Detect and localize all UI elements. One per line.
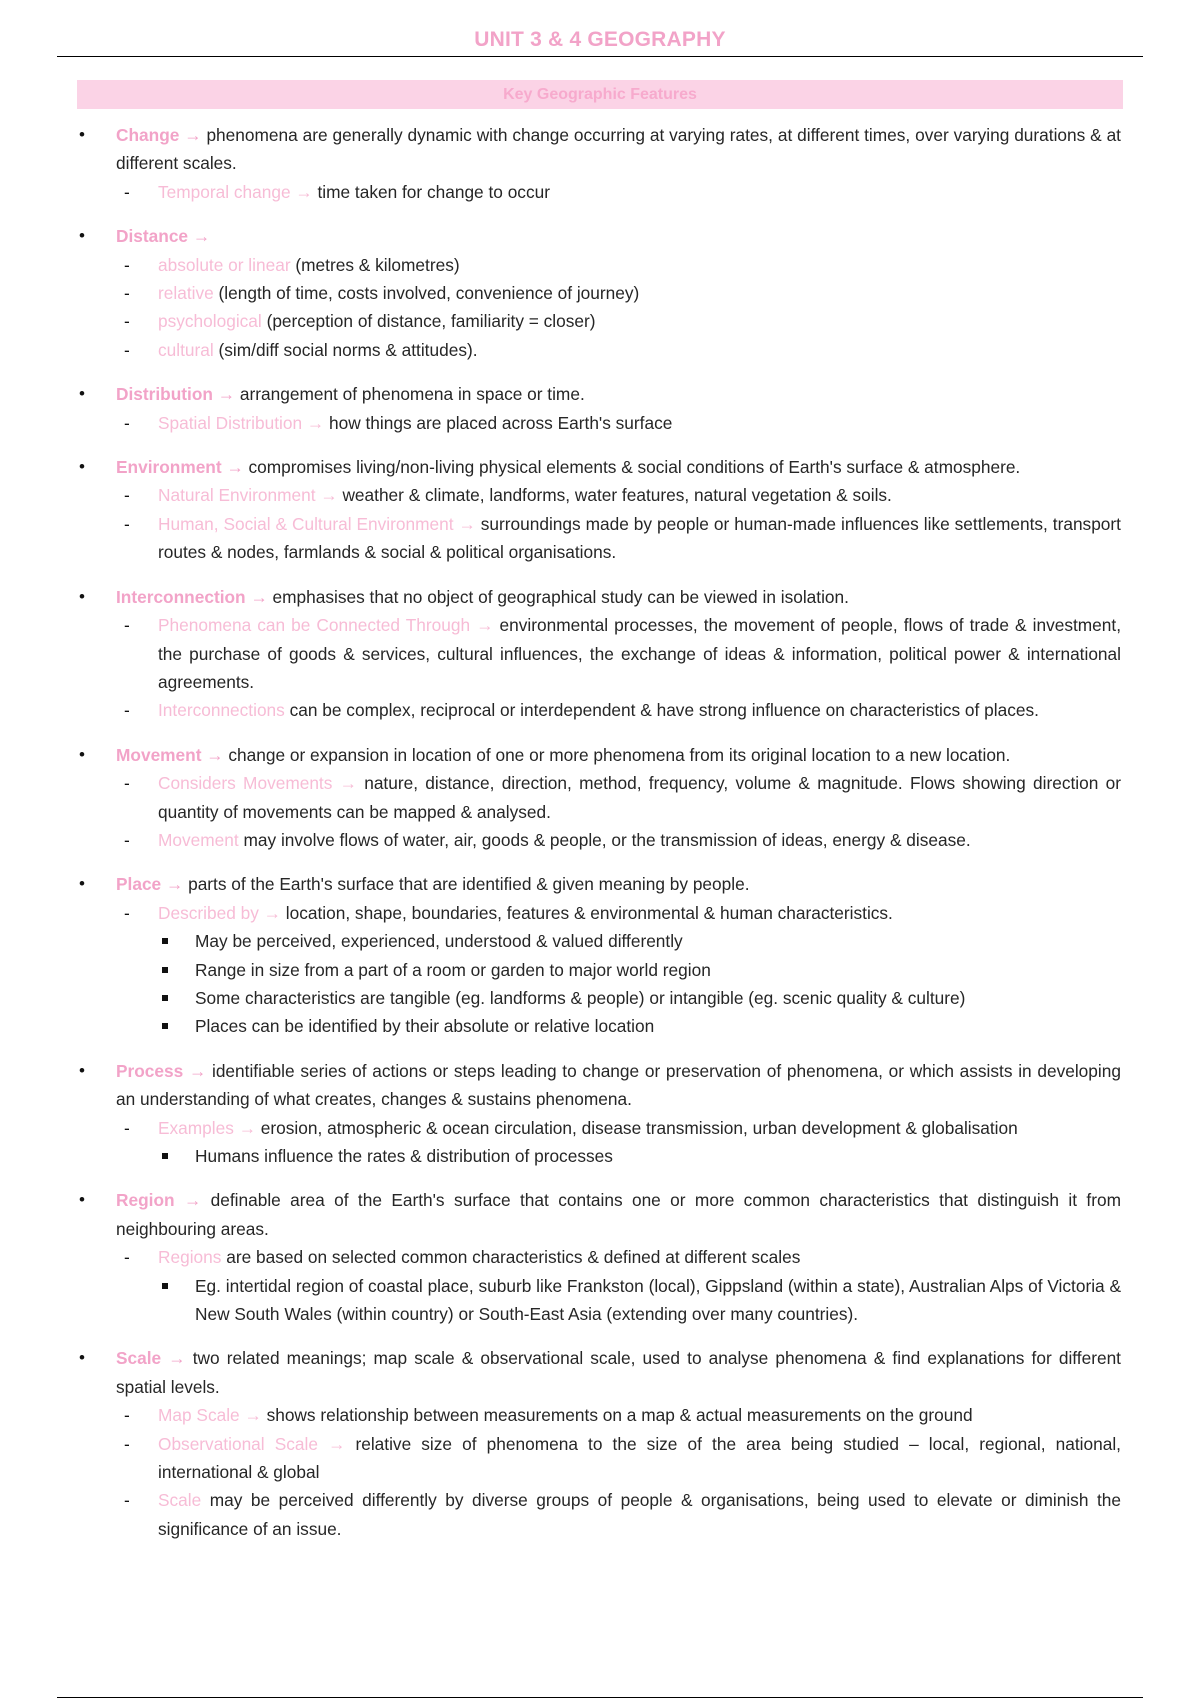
sub-item	[0, 279, 1200, 307]
arrow-icon: →	[458, 513, 476, 534]
feature-section	[0, 870, 1200, 1040]
feature-item	[0, 1344, 1200, 1401]
arrow-icon: →	[263, 902, 281, 923]
arrow-icon: →	[250, 586, 268, 607]
banner-title: Key Geographic Features	[503, 86, 697, 103]
sub-item	[0, 409, 1200, 437]
feature-item	[0, 121, 1200, 178]
sub-term: Movement	[158, 829, 239, 850]
arrow-icon: →	[339, 773, 357, 794]
sub-text: relative size of phenomena to the size of the area being studied – local, regional, national, international & global	[158, 1433, 1121, 1483]
sub-item	[0, 1243, 1200, 1271]
feature-section	[0, 1057, 1200, 1171]
feature-definition: parts of the Earth's surface that are identified & given meaning by people.	[188, 874, 750, 895]
arrow-icon: →	[238, 1117, 256, 1138]
sub-text: environmental processes, the movement of people, flows of trade & investment, the purchase of goods & services, cultural influences, the exchange of ideas & information, political power & international agreements.	[158, 615, 1121, 692]
sub-text: nature, distance, direction, method, frequency, volume & magnitude. Flows showing direction or quantity of movements can be mapped & analysed.	[158, 773, 1121, 822]
sub-term: Temporal change	[158, 181, 291, 202]
feature-section	[0, 583, 1200, 725]
arrow-icon: →	[217, 384, 236, 405]
sub-term: Described by	[158, 902, 259, 923]
sub-point: Humans influence the rates & distribution of processes	[0, 1142, 1200, 1170]
feature-term: Distance	[116, 226, 189, 247]
sub-text: (perception of distance, familiarity = closer)	[266, 311, 596, 332]
arrow-icon: →	[295, 181, 313, 202]
sub-point: Range in size from a part of a room or garden to major world region	[0, 956, 1200, 984]
sub-term: Human, Social & Cultural Environment	[158, 513, 454, 534]
arrow-icon: →	[320, 485, 338, 506]
feature-definition: two related meanings; map scale & observational scale, used to analyse phenomena & find explanations for different spatial levels.	[116, 1348, 1121, 1397]
feature-section	[0, 1344, 1200, 1543]
sub-text: time taken for change to occur	[317, 181, 550, 202]
feature-item	[0, 583, 1200, 611]
sub-term: Examples	[158, 1117, 234, 1138]
sub-item	[0, 481, 1200, 509]
sub-text: (metres & kilometres)	[295, 254, 460, 275]
feature-section	[0, 741, 1200, 855]
feature-item	[0, 453, 1200, 481]
sub-term: Spatial Distribution	[158, 412, 303, 433]
section-banner	[77, 80, 1123, 109]
sub-item	[0, 1430, 1200, 1487]
arrow-icon: →	[328, 1433, 346, 1454]
sub-point: Some characteristics are tangible (eg. landforms & people) or intangible (eg. scenic quality & culture)	[0, 984, 1200, 1012]
arrow-icon: →	[183, 1190, 202, 1211]
feature-item	[0, 380, 1200, 408]
sub-text: (length of time, costs involved, convenience of journey)	[218, 283, 640, 304]
sub-item	[0, 1114, 1200, 1142]
feature-section	[0, 121, 1200, 206]
sub-item	[0, 251, 1200, 279]
feature-term: Place	[116, 874, 162, 895]
arrow-icon: →	[188, 1060, 207, 1081]
feature-item	[0, 741, 1200, 769]
sub-item	[0, 1401, 1200, 1429]
sub-term: Phenomena can be Connected Through	[158, 615, 471, 636]
sub-point: Eg. intertidal region of coastal place, suburb like Frankston (local), Gippsland (within a state), Australian Alps of Victoria & New South Wales (within country) or South-East Asia (extending over many countries).	[0, 1272, 1200, 1329]
feature-definition: phenomena are generally dynamic with change occurring at varying rates, at different times, over varying durations & at different scales.	[116, 125, 1121, 174]
arrow-icon: →	[168, 1348, 186, 1369]
feature-item	[0, 1057, 1200, 1114]
feature-term: Distribution	[116, 384, 213, 405]
feature-section	[0, 222, 1200, 364]
sub-text: weather & climate, landforms, water features, natural vegetation & soils.	[342, 485, 892, 506]
arrow-icon: →	[244, 1405, 262, 1426]
sub-term: relative	[158, 283, 214, 304]
feature-definition: identifiable series of actions or steps leading to change or preservation of phenomena, or which assists in developing an understanding of what creates, changes & sustains phenomena.	[116, 1060, 1121, 1110]
sub-term: psychological	[158, 311, 262, 332]
feature-definition: arrangement of phenomena in space or time.	[239, 384, 585, 405]
feature-term: Change	[116, 125, 180, 145]
sub-term: absolute or linear	[158, 254, 291, 275]
feature-definition: compromises living/non-living physical elements & social conditions of Earth's surface & atmosphere.	[248, 457, 1021, 478]
sub-text: location, shape, boundaries, features & environmental & human characteristics.	[285, 902, 893, 923]
sub-text: shows relationship between measurements on a map & actual measurements on the ground	[266, 1405, 973, 1426]
feature-term: Scale	[116, 1348, 162, 1369]
arrow-icon: →	[226, 457, 244, 478]
feature-item	[0, 870, 1200, 898]
sub-term: Interconnections	[158, 700, 285, 721]
sub-text: are based on selected common characteristics & defined at different scales	[226, 1247, 801, 1268]
sub-item	[0, 307, 1200, 335]
sub-item	[0, 510, 1200, 567]
header-rule	[57, 56, 1143, 57]
arrow-icon: →	[165, 874, 184, 895]
feature-term: Region	[116, 1190, 175, 1211]
arrow-icon: →	[184, 125, 202, 145]
sub-item	[0, 611, 1200, 696]
feature-term: Interconnection	[116, 586, 246, 607]
feature-term: Process	[116, 1060, 184, 1081]
footer-rule	[57, 1697, 1143, 1698]
sub-term: Considers Movements	[158, 773, 333, 794]
sub-text: erosion, atmospheric & ocean circulation, disease transmission, urban development & globalisation	[260, 1117, 1018, 1138]
sub-item	[0, 769, 1200, 826]
arrow-icon: →	[476, 615, 494, 636]
sub-term: cultural	[158, 339, 214, 360]
sub-item	[0, 826, 1200, 854]
feature-item	[0, 1186, 1200, 1243]
arrow-icon: →	[206, 744, 224, 765]
sub-text: how things are placed across Earth's surface	[329, 412, 673, 433]
feature-section	[0, 453, 1200, 567]
feature-definition: definable area of the Earth's surface that contains one or more common characteristics that distinguish it from neighbouring areas.	[116, 1190, 1121, 1239]
features-list	[0, 121, 1200, 1559]
feature-term: Movement	[116, 744, 202, 765]
sub-item	[0, 899, 1200, 927]
sub-text: can be complex, reciprocal or interdependent & have strong influence on characteristics of places.	[289, 700, 1039, 721]
feature-definition: change or expansion in location of one or more phenomena from its original location to a new location.	[228, 744, 1011, 765]
sub-text: may be perceived differently by diverse groups of people & organisations, being used to elevate or diminish the significance of an issue.	[158, 1490, 1121, 1539]
sub-term: Regions	[158, 1247, 222, 1268]
page-title: UNIT 3 & 4 GEOGRAPHY	[474, 28, 726, 51]
arrow-icon: →	[192, 226, 211, 247]
feature-item	[0, 222, 1200, 250]
sub-item	[0, 178, 1200, 206]
sub-item	[0, 696, 1200, 724]
sub-text: surroundings made by people or human-made influences like settlements, transport routes & nodes, farmlands & social & political organisations.	[158, 513, 1121, 563]
sub-term: Observational Scale	[158, 1433, 318, 1454]
sub-term: Natural Environment	[158, 485, 316, 506]
feature-section	[0, 380, 1200, 437]
feature-section	[0, 1186, 1200, 1328]
arrow-icon: →	[306, 412, 325, 433]
sub-point: May be perceived, experienced, understood & valued differently	[0, 927, 1200, 955]
sub-item	[0, 1486, 1200, 1543]
sub-term: Map Scale	[158, 1405, 240, 1426]
sub-item	[0, 336, 1200, 364]
sub-text: (sim/diff social norms & attitudes).	[218, 339, 478, 360]
sub-text: may involve flows of water, air, goods & people, or the transmission of ideas, energy & disease.	[243, 829, 971, 850]
feature-term: Environment	[116, 457, 222, 478]
sub-point: Places can be identified by their absolute or relative location	[0, 1012, 1200, 1040]
feature-definition: emphasises that no object of geographical study can be viewed in isolation.	[272, 586, 849, 607]
sub-term: Scale	[158, 1490, 202, 1511]
